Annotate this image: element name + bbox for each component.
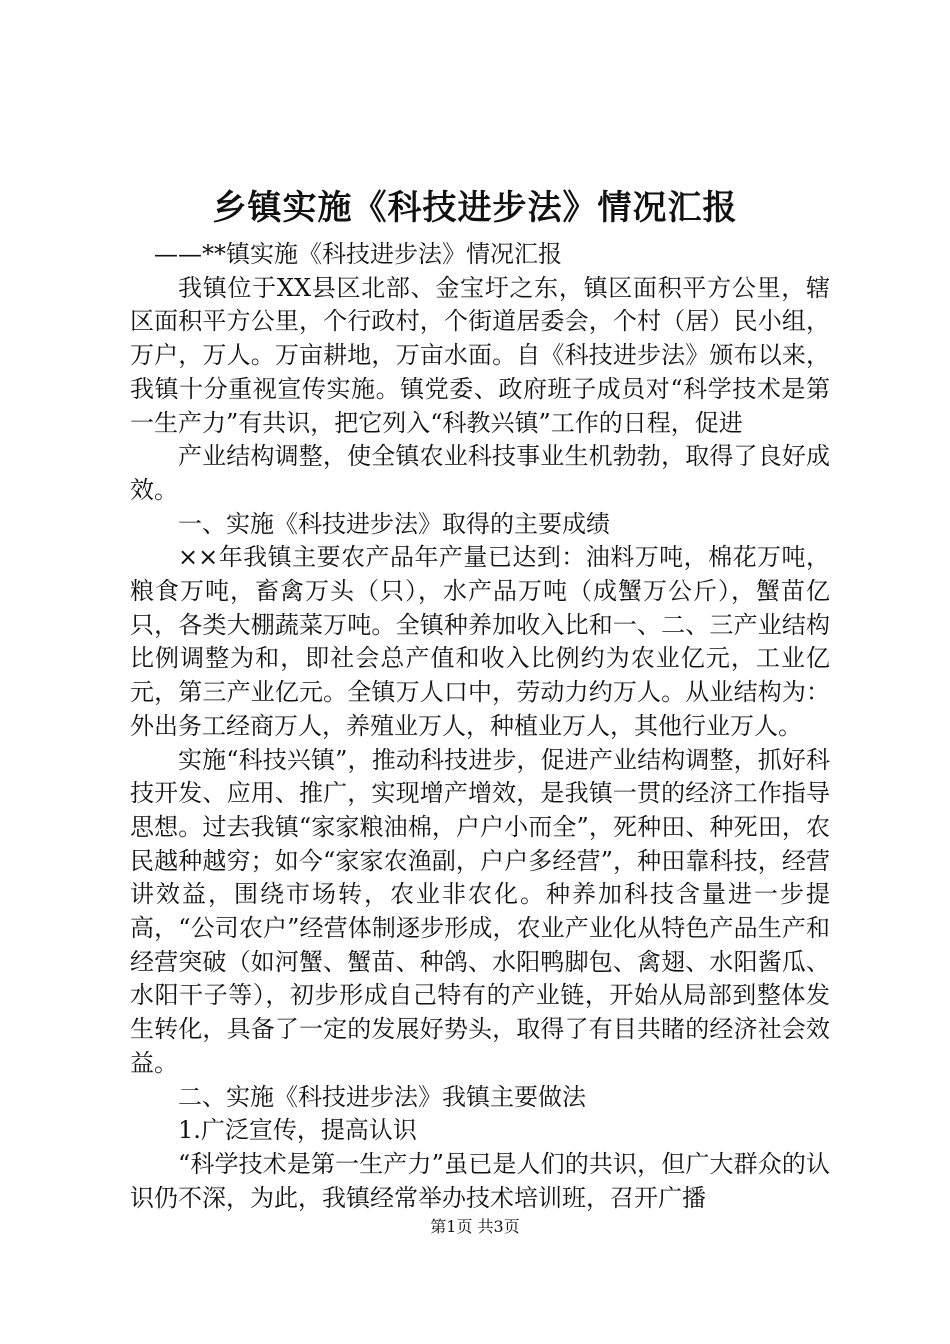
document-subtitle: ——**镇实施《科技进步法》情况汇报 [154,240,562,268]
paragraph: 产业结构调整，使全镇农业科技事业生机勃勃，取得了良好成效。 [130,442,830,504]
section-heading: 二、实施《科技进步法》我镇主要做法 [178,1082,586,1111]
document-body [130,238,830,1215]
section-heading: 一、实施《科技进步法》取得的主要成绩 [178,509,610,538]
page-footer: 第1页 共3页 [430,1217,520,1236]
paragraph: ××年我镇主要农产品年产量已达到：油料万吨，棉花万吨，粮食万吨，畜禽万头（只），水产品万吨（成蟹万公斤），蟹苗亿只，各类大棚蔬菜万吨。全镇种养加收入比和一、二、三产业结构比例调整为和，即社会总产值和收入比例约为农业亿元，工业亿元，第三产业亿元。全镇万人口中，劳动力约万人。从业结构为：外出务工经商万人，养殖业万人，种植业万人，其他行业万人。 [130,543,830,740]
document-title: 乡镇实施《科技进步法》情况汇报 [212,188,738,228]
paragraph: “科学技术是第一生产力”虽已是人们的共识，但广大群众的认识仍不深，为此，我镇经常举办技术培训班，召开广播 [130,1149,830,1212]
subsection-heading: 1.广泛宣传，提高认识 [178,1116,417,1145]
paragraph: 实施“科技兴镇”，推动科技进步，促进产业结构调整，抓好科技开发、应用、推广，实现增产增效，是我镇一贯的经济工作指导思想。过去我镇“家家粮油棉，户户小而全”，死种田、种死田，农民越种越穷；如今“家家农渔副，户户多经营”，种田靠科技，经营讲效益，围绕市场转，农业非农化。种养加科技含量进一步提高，“公司农户”经营体制逐步形成，农业产业化从特色产品生产和经营突破（如河蟹、蟹苗、种鸽、水阳鸭脚包、禽翅、水阳酱瓜、水阳干子等），初步形成自己特有的产业链，开始从局部到整体发生转化，具备了一定的发展好势头，取得了有目共睹的经济社会效益。 [130,745,830,1077]
paragraph: 我镇位于XX县区北部、金宝圩之东，镇区面积平方公里，辖区面积平方公里，个行政村，个街道居委会，个村（居）民小组，万户，万人。万亩耕地，万亩水面。自《科技进步法》颁布以来，我镇十分重视宣传实施。镇党委、政府班子成员对“科学技术是第一生产力”有共识，把它列入“科教兴镇”工作的日程，促进 [130,273,830,437]
